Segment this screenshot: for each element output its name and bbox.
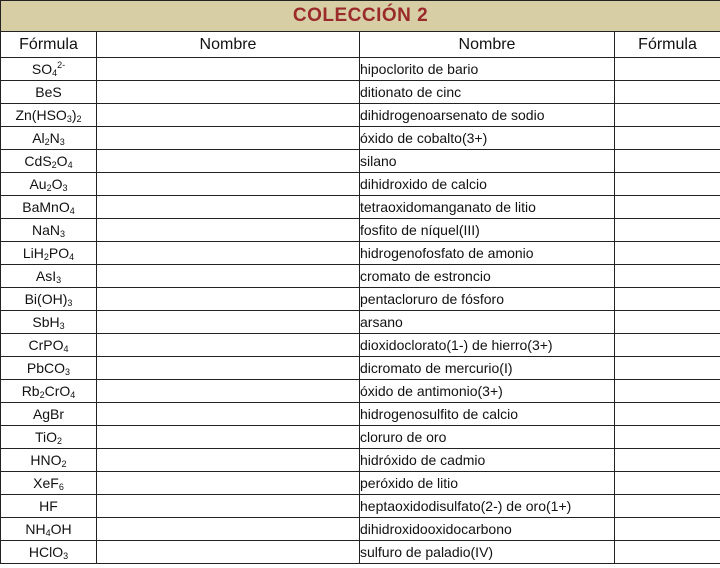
name-answer-cell[interactable]	[97, 357, 360, 380]
formula-answer-cell[interactable]	[615, 472, 720, 495]
name-cell: ditionato de cinc	[360, 81, 615, 104]
formula-answer-cell[interactable]	[615, 311, 720, 334]
name-cell: heptaoxidodisulfato(2-) de oro(1+)	[360, 495, 615, 518]
name-answer-cell[interactable]	[97, 311, 360, 334]
name-cell: hidrogenofosfato de amonio	[360, 242, 615, 265]
formula-subscript: 4	[70, 390, 76, 400]
name-cell: sulfuro de paladio(IV)	[360, 541, 615, 564]
formula-subscript: 4	[67, 160, 73, 170]
formula-subscript: 3	[63, 551, 69, 561]
formula-cell	[1, 403, 97, 426]
table-row	[1, 495, 720, 518]
name-answer-cell[interactable]	[97, 495, 360, 518]
formula-cell	[1, 104, 97, 127]
formula-text: OH	[50, 521, 72, 537]
name-answer-cell[interactable]	[97, 242, 360, 265]
formula-subscript: 2	[51, 160, 57, 170]
name-answer-cell[interactable]	[97, 173, 360, 196]
formula-answer-cell[interactable]	[615, 58, 720, 81]
formula-text: HNO	[30, 452, 62, 468]
name-cell: cloruro de oro	[360, 426, 615, 449]
formula-subscript: 3	[65, 367, 71, 377]
table-row	[1, 357, 720, 380]
table-row	[1, 541, 720, 564]
formula-cell	[1, 173, 97, 196]
formula-cell	[1, 334, 97, 357]
table-row	[1, 196, 720, 219]
formula-subscript: 4	[69, 252, 75, 262]
header-row	[1, 32, 720, 58]
header-formula-right: Fórmula	[615, 32, 720, 58]
formula-text: BeS	[35, 84, 62, 100]
title-row	[1, 1, 720, 32]
name-answer-cell[interactable]	[97, 104, 360, 127]
formula-answer-cell[interactable]	[615, 334, 720, 357]
table-row	[1, 449, 720, 472]
formula-subscript: 3	[60, 229, 66, 239]
table-row	[1, 403, 720, 426]
formula-cell	[1, 196, 97, 219]
table-row	[1, 518, 720, 541]
formula-text: Zn(HSO	[15, 107, 67, 123]
name-answer-cell[interactable]	[97, 58, 360, 81]
table-row	[1, 311, 720, 334]
formula-answer-cell[interactable]	[615, 288, 720, 311]
name-cell: dioxidoclorato(1-) de hierro(3+)	[360, 334, 615, 357]
table-row	[1, 472, 720, 495]
name-answer-cell[interactable]	[97, 449, 360, 472]
name-answer-cell[interactable]	[97, 426, 360, 449]
table-row	[1, 426, 720, 449]
table-body	[1, 58, 720, 564]
formula-text: HF	[39, 498, 58, 514]
formula-answer-cell[interactable]	[615, 449, 720, 472]
name-answer-cell[interactable]	[97, 472, 360, 495]
name-cell: óxido de antimonio(3+)	[360, 380, 615, 403]
formula-answer-cell[interactable]	[615, 495, 720, 518]
formula-subscript: 2	[43, 252, 49, 262]
name-answer-cell[interactable]	[97, 196, 360, 219]
formula-cell	[1, 495, 97, 518]
header-formula-left: Fórmula	[1, 32, 97, 58]
name-answer-cell[interactable]	[97, 265, 360, 288]
formula-answer-cell[interactable]	[615, 219, 720, 242]
formula-subscript: 4	[69, 206, 75, 216]
formula-answer-cell[interactable]	[615, 403, 720, 426]
formula-cell	[1, 288, 97, 311]
formula-text: TiO	[34, 429, 58, 445]
table-row	[1, 334, 720, 357]
name-answer-cell[interactable]	[97, 219, 360, 242]
formula-text: )	[71, 107, 77, 123]
formula-text: N	[49, 130, 60, 146]
formula-cell	[1, 357, 97, 380]
formula-supscript: 2-	[57, 60, 66, 70]
formula-text: BaMnO	[22, 199, 70, 215]
formula-subscript: 4	[63, 344, 69, 354]
formula-text: NH	[25, 521, 46, 537]
table-row	[1, 242, 720, 265]
formula-cell	[1, 518, 97, 541]
name-answer-cell[interactable]	[97, 403, 360, 426]
table-row	[1, 288, 720, 311]
formula-cell	[1, 449, 97, 472]
table-row	[1, 219, 720, 242]
formula-subscript: 3	[59, 321, 65, 331]
name-cell: hidrogenosulfito de calcio	[360, 403, 615, 426]
formula-cell	[1, 127, 97, 150]
formula-answer-cell[interactable]	[615, 541, 720, 564]
formula-cell	[1, 219, 97, 242]
formula-answer-cell[interactable]	[615, 380, 720, 403]
formula-text: CrO	[44, 383, 71, 399]
name-cell: óxido de cobalto(3+)	[360, 127, 615, 150]
name-answer-cell[interactable]	[97, 334, 360, 357]
formula-subscript: 2	[39, 390, 45, 400]
formula-text: HClO	[28, 544, 64, 560]
name-answer-cell[interactable]	[97, 380, 360, 403]
name-answer-cell[interactable]	[97, 541, 360, 564]
name-cell: silano	[360, 150, 615, 173]
formula-answer-cell[interactable]	[615, 518, 720, 541]
table-row	[1, 265, 720, 288]
name-cell: fosfito de níquel(III)	[360, 219, 615, 242]
name-cell: dicromato de mercurio(I)	[360, 357, 615, 380]
formula-text: Au	[29, 176, 47, 192]
name-answer-cell[interactable]	[97, 81, 360, 104]
formula-answer-cell[interactable]	[615, 104, 720, 127]
formula-text: CrPO	[28, 337, 64, 353]
formula-subscript: 3	[62, 183, 68, 193]
formula-text: PO	[48, 245, 70, 261]
table-row	[1, 81, 720, 104]
formula-cell	[1, 150, 97, 173]
formula-text: PbCO	[26, 360, 66, 376]
formula-subscript: 3	[67, 298, 73, 308]
formula-subscript: 4	[52, 68, 58, 78]
formula-text: XeF	[33, 475, 59, 491]
formula-text: Bi(OH)	[24, 291, 68, 307]
formula-cell	[1, 541, 97, 564]
formula-cell	[1, 472, 97, 495]
formula-cell	[1, 426, 97, 449]
name-cell: hipoclorito de bario	[360, 58, 615, 81]
formula-subscript: 6	[58, 482, 64, 492]
formula-text: SbH	[32, 314, 60, 330]
formula-subscript: 4	[45, 528, 51, 538]
formula-cell	[1, 311, 97, 334]
formula-answer-cell[interactable]	[615, 426, 720, 449]
formula-answer-cell[interactable]	[615, 81, 720, 104]
table-row	[1, 150, 720, 173]
formula-answer-cell[interactable]	[615, 357, 720, 380]
header-name-right: Nombre	[360, 32, 615, 58]
formula-subscript: 2	[46, 183, 52, 193]
header-name-left: Nombre	[97, 32, 360, 58]
formula-cell	[1, 242, 97, 265]
name-answer-cell[interactable]	[97, 150, 360, 173]
name-cell: dihidroxido de calcio	[360, 173, 615, 196]
formula-text: SO	[31, 61, 53, 77]
formula-text: NaN	[31, 222, 60, 238]
formula-text: AsI	[35, 268, 57, 284]
formula-subscript: 2	[61, 459, 67, 469]
formula-text: Al	[32, 130, 45, 146]
table-row	[1, 173, 720, 196]
collection-title: COLECCIÓN 2	[1, 1, 720, 32]
formula-answer-cell[interactable]	[615, 150, 720, 173]
formula-subscript: 2	[57, 436, 63, 446]
table-row	[1, 127, 720, 150]
formula-text: O	[51, 176, 63, 192]
formula-text: AgBr	[32, 406, 65, 422]
formula-answer-cell[interactable]	[615, 265, 720, 288]
table-row	[1, 104, 720, 127]
name-cell: arsano	[360, 311, 615, 334]
formula-text: LiH	[22, 245, 44, 261]
formula-subscript: 3	[56, 275, 62, 285]
formula-answer-cell[interactable]	[615, 242, 720, 265]
formula-subscript: 2	[76, 114, 82, 124]
name-cell: tetraoxidomanganato de litio	[360, 196, 615, 219]
table-row	[1, 380, 720, 403]
formula-answer-cell[interactable]	[615, 196, 720, 219]
formula-subscript: 3	[66, 114, 72, 124]
formula-subscript: 3	[59, 137, 65, 147]
name-cell: cromato de estroncio	[360, 265, 615, 288]
formula-subscript: 2	[44, 137, 50, 147]
name-answer-cell[interactable]	[97, 288, 360, 311]
name-cell: hidróxido de cadmio	[360, 449, 615, 472]
name-cell: dihidroxidooxidocarbono	[360, 518, 615, 541]
formula-cell	[1, 81, 97, 104]
formula-text: Rb	[21, 383, 40, 399]
formula-cell	[1, 380, 97, 403]
formula-answer-cell[interactable]	[615, 127, 720, 150]
formula-cell	[1, 58, 97, 81]
formula-cell	[1, 265, 97, 288]
formula-text: CdS	[24, 153, 52, 169]
name-answer-cell[interactable]	[97, 127, 360, 150]
table-row	[1, 58, 720, 81]
formula-answer-cell[interactable]	[615, 173, 720, 196]
name-cell: pentacloruro de fósforo	[360, 288, 615, 311]
name-answer-cell[interactable]	[97, 518, 360, 541]
formula-text: O	[56, 153, 68, 169]
name-cell: peróxido de litio	[360, 472, 615, 495]
name-cell: dihidrogenoarsenato de sodio	[360, 104, 615, 127]
